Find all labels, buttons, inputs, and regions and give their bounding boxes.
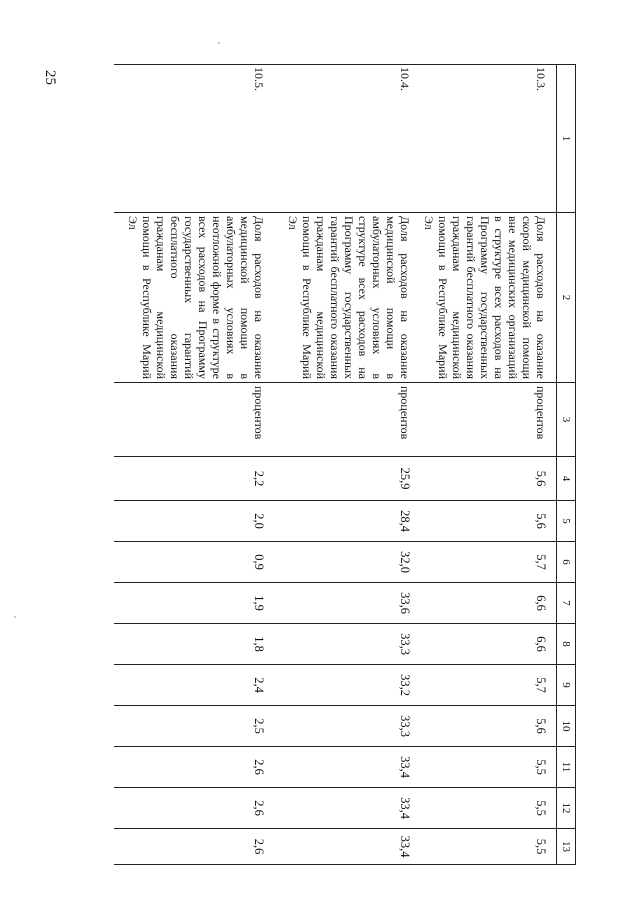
row-code: 10.3. [420, 65, 557, 213]
row-value: 33,2 [274, 665, 420, 706]
row-value: 32,0 [274, 542, 420, 583]
row-value: 28,4 [274, 501, 420, 542]
row-value: 6,6 [420, 583, 557, 624]
row-value: 2,6 [114, 788, 274, 829]
header-cell: 13 [557, 829, 576, 865]
row-value: 5,5 [420, 788, 557, 829]
row-unit: процентов [114, 383, 274, 457]
header-cell: 12 [557, 788, 576, 829]
row-value: 5,5 [420, 829, 557, 865]
header-cell: 5 [557, 501, 576, 542]
row-value: 2,2 [114, 457, 274, 501]
row-unit: процентов [274, 383, 420, 457]
row-value: 5,5 [420, 747, 557, 788]
header-row [557, 65, 576, 865]
row-code: 10.5. [114, 65, 274, 213]
row-description: Доля расходов на оказание медицинской помощи в амбулаторных условиях в структуре всех расходов на Программу государственных гарантий бесплатного оказания гражданам медицинской помощи в Республике Марий Эл [274, 213, 420, 383]
row-value: 25,9 [274, 457, 420, 501]
row-value: 33,4 [274, 747, 420, 788]
row-value: 5,6 [420, 457, 557, 501]
header-cell: 6 [557, 542, 576, 583]
header-cell: 3 [557, 383, 576, 457]
row-value: 33,4 [274, 829, 420, 865]
rotated-table-container [106, 64, 576, 864]
header-cell: 2 [557, 213, 576, 383]
page-number: 25 [42, 70, 58, 85]
row-value: 5,7 [420, 542, 557, 583]
scan-speck [14, 616, 16, 618]
row-value: 2,6 [114, 747, 274, 788]
row-value: 2,5 [114, 706, 274, 747]
header-cell: 11 [557, 747, 576, 788]
row-value: 2,0 [114, 501, 274, 542]
table-row [114, 65, 274, 865]
row-value: 5,6 [420, 501, 557, 542]
scan-speck [218, 42, 220, 44]
header-cell: 7 [557, 583, 576, 624]
header-cell: 4 [557, 457, 576, 501]
indicators-table [114, 64, 576, 865]
table-row [274, 65, 420, 865]
row-value: 1,8 [114, 624, 274, 665]
header-cell: 9 [557, 665, 576, 706]
row-value: 6,6 [420, 624, 557, 665]
row-value: 5,6 [420, 706, 557, 747]
row-value: 33,3 [274, 706, 420, 747]
row-value: 33,3 [274, 624, 420, 665]
row-value: 2,4 [114, 665, 274, 706]
row-unit: процентов [420, 383, 557, 457]
row-description: Доля расходов на оказание скорой медицинской помощи вне медицинских организаций в структуре всех расходов на Программу государственных гарантий бесплатного оказания гражданам медицинской помощи в Республике Марий Эл [420, 213, 557, 383]
row-value: 33,4 [274, 788, 420, 829]
row-value: 2,6 [114, 829, 274, 865]
row-value: 33,6 [274, 583, 420, 624]
row-value: 1,9 [114, 583, 274, 624]
row-description: Доля расходов на оказание медицинской помощи в амбулаторных условиях в неотложной форме в структуре всех расходов на Программу государственных гарантий бесплатного оказания гражданам медицинской помощи в Республике Марий Эл [114, 213, 274, 383]
row-value: 0,9 [114, 542, 274, 583]
header-cell: 10 [557, 706, 576, 747]
table-row [420, 65, 557, 865]
header-cell: 8 [557, 624, 576, 665]
header-cell: 1 [557, 65, 576, 213]
row-code: 10.4. [274, 65, 420, 213]
row-value: 5,7 [420, 665, 557, 706]
